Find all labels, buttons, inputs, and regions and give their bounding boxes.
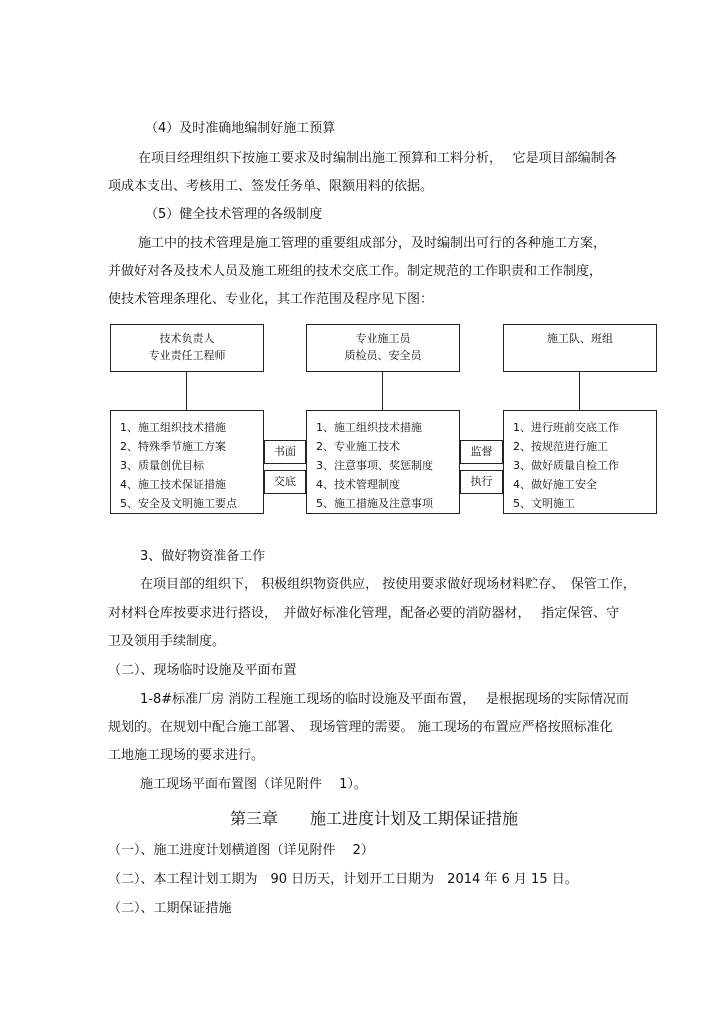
connector-label-written: 书面 <box>264 440 306 464</box>
section-heading: 3、做好物资准备工作 <box>140 549 266 564</box>
list-item: 3、质量创优目标 <box>120 459 204 472</box>
paragraph-heading-5: （5）健全技术管理的各级制度 <box>145 207 323 222</box>
section-heading: （二）、现场临时设施及平面布置 <box>108 663 297 678</box>
list-box-construction-staff <box>306 410 460 514</box>
list-item: 1、进行班前交底工作 <box>513 421 619 434</box>
list-item: 2、专业施工技术 <box>316 440 400 453</box>
list-item: 5、施工措施及注意事项 <box>316 497 433 510</box>
paragraph-line: 1-8#标准厂房 消防工程施工现场的临时设施及平面布置， 是根据现场的实际情况而 <box>140 692 629 707</box>
box-line: 技术负责人 <box>159 332 215 345</box>
list-item: 3、注意事项、奖惩制度 <box>316 459 433 472</box>
paragraph-line: 施工中的技术管理是施工管理的重要组成部分，及时编制出可行的各种施工方案， <box>138 236 607 251</box>
paragraph-line: 工地施工现场的要求进行。 <box>108 748 265 763</box>
list-item: 4、做好施工安全 <box>513 478 597 491</box>
top-box-construction-staff <box>306 324 460 372</box>
paragraph-line: 施工现场平面布置图（详见附件 1）。 <box>140 777 367 792</box>
chapter-item: （二）、工期保证措施 <box>108 901 232 916</box>
connector-line <box>579 372 580 410</box>
top-box-tech-lead <box>110 324 264 372</box>
list-item: 2、按规范进行施工 <box>513 440 608 453</box>
list-box-tech-lead <box>110 410 264 514</box>
box-line: 施工队、班组 <box>547 332 613 345</box>
box-line: 专业责任工程师 <box>148 349 226 362</box>
paragraph-line: 在项目经理组织下按施工要求及时编制出施工预算和工料分析， 它是项目部编制各 <box>138 151 617 166</box>
paragraph-line: 使技术管理条理化、专业化，其工作范围及程序见下图： <box>108 292 434 307</box>
paragraph-line: 并做好对各及技术人员及施工班组的技术交底工作。制定规范的工作职责和工作制度， <box>108 264 603 279</box>
top-box-work-team <box>503 324 657 372</box>
list-item: 1、施工组织技术措施 <box>120 421 226 434</box>
list-item: 4、技术管理制度 <box>316 478 400 491</box>
list-item: 4、施工技术保证措施 <box>120 478 226 491</box>
paragraph-heading-4: （4）及时准确地编制好施工预算 <box>145 121 336 136</box>
connector-line <box>382 372 383 410</box>
chapter-title: 第三章 施工进度计划及工期保证措施 <box>230 809 519 828</box>
connector-label-supervise: 监督 <box>460 440 503 464</box>
paragraph-line: 在项目部的组织下， 积极组织物资供应， 按使用要求做好现场材料贮存、 保管工作， <box>140 577 636 592</box>
connector-label-handover: 交底 <box>264 470 306 494</box>
paragraph-line: 对材料仓库按要求进行搭设， 并做好标准化管理，配备必要的消防器材， 指定保管、守 <box>108 606 620 621</box>
list-item: 5、安全及文明施工要点 <box>120 497 237 510</box>
list-item: 3、做好质量自检工作 <box>513 459 619 472</box>
chapter-item: （二）、本工程计划工期为 90 日历天，计划开工日期为 2014 年 6 月 15 日。 <box>108 872 578 887</box>
connector-line <box>186 372 187 410</box>
box-line: 质检员、安全员 <box>344 349 422 362</box>
connector-label-execute: 执行 <box>460 470 503 494</box>
list-item: 1、施工组织技术措施 <box>316 421 422 434</box>
list-item: 5、文明施工 <box>513 497 575 510</box>
paragraph-line: 规划的。在规划中配合施工部署、 现场管理的需要。 施工现场的布置应严格按照标准化 <box>108 720 613 735</box>
list-box-work-team <box>503 410 657 514</box>
list-item: 2、特殊季节施工方案 <box>120 440 226 453</box>
paragraph-line: 项成本支出、考核用工、签发任务单、限额用料的依据。 <box>108 179 434 194</box>
box-line: 专业施工员 <box>355 332 411 345</box>
chapter-item: （一）、施工进度计划横道图（详见附件 2） <box>108 843 374 858</box>
paragraph-line: 卫及领用手续制度。 <box>108 634 226 649</box>
